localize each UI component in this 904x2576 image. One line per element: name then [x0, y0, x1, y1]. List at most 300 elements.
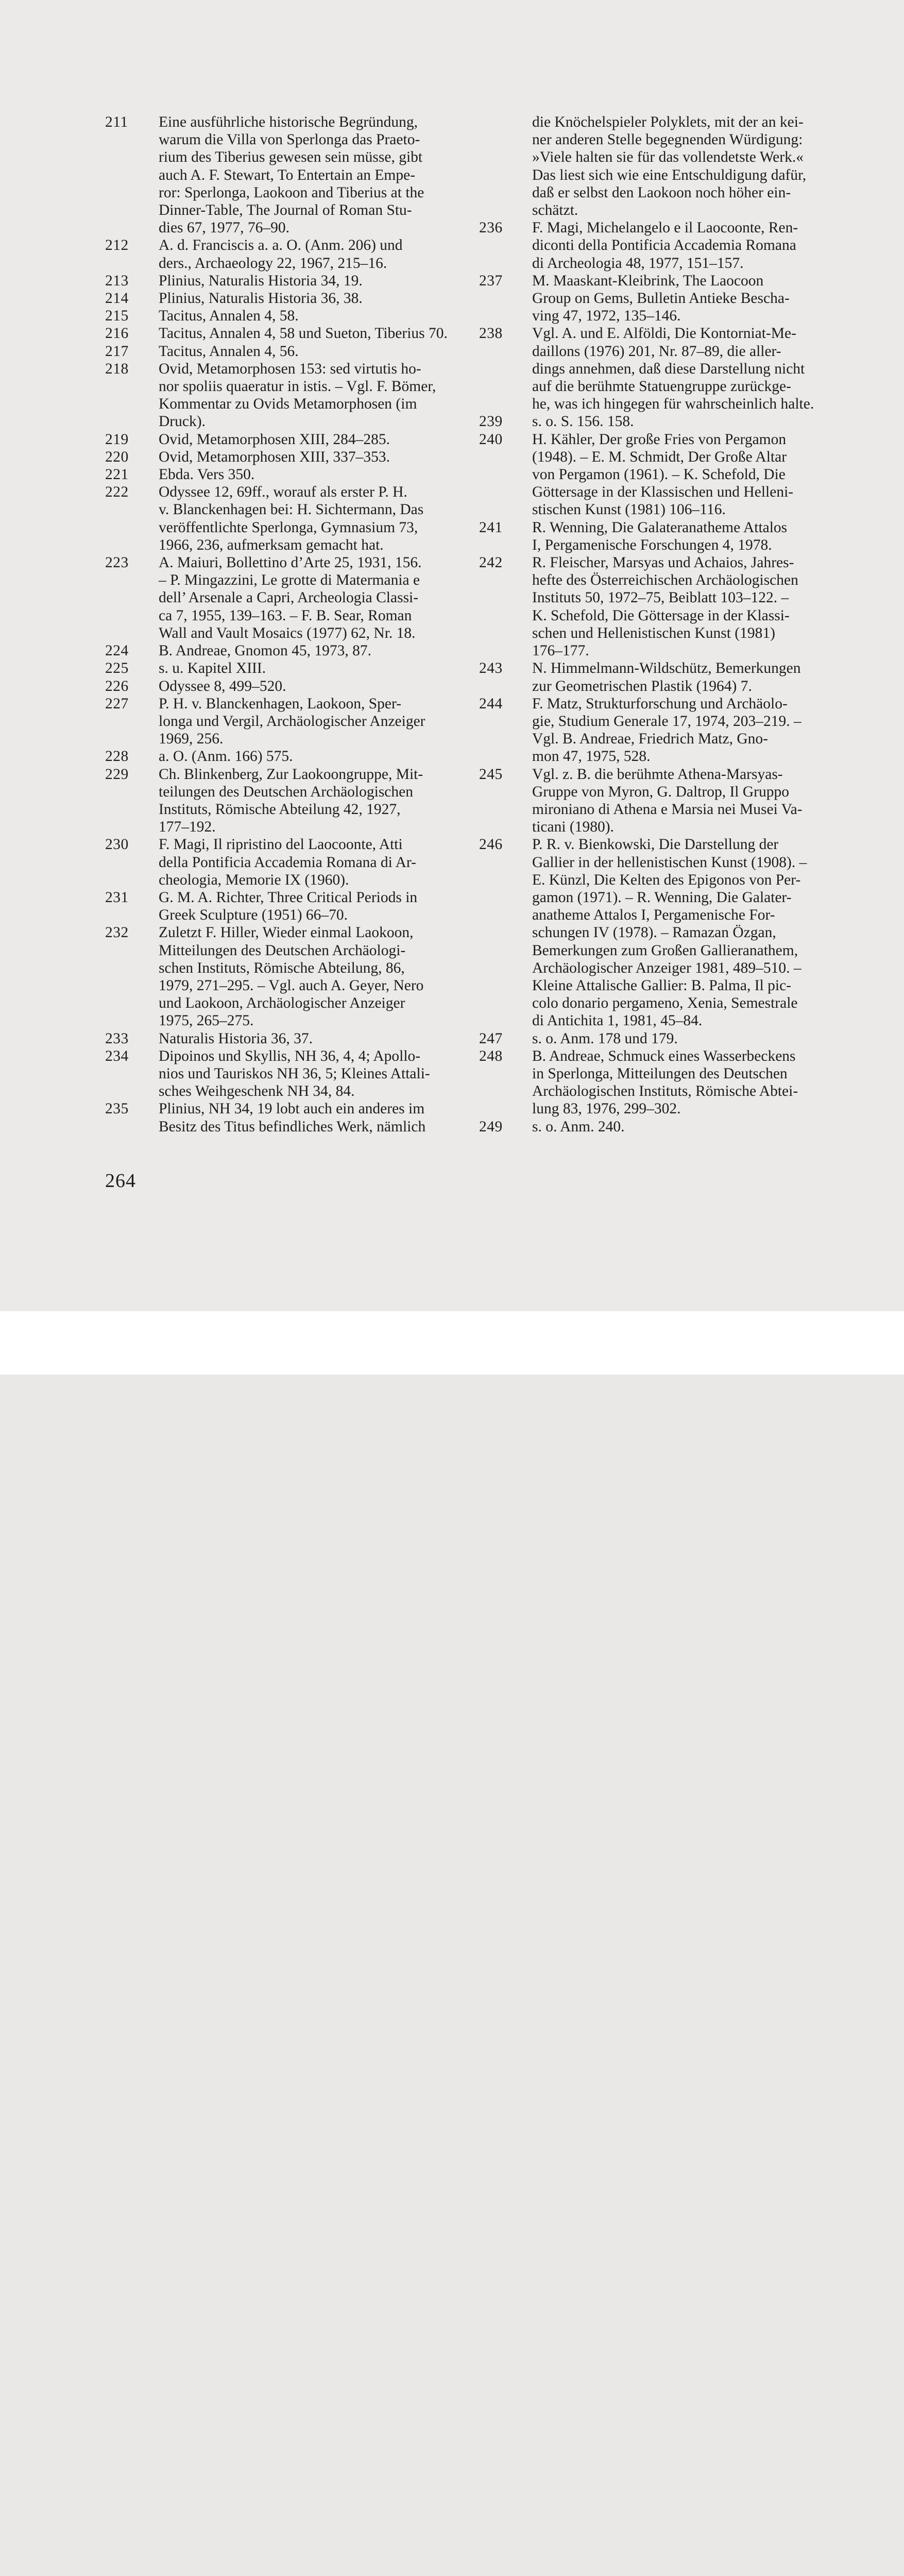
footnote-248: [479, 1047, 832, 1065]
footnote-number: [105, 378, 159, 395]
footnote-line: [479, 571, 832, 589]
footnote-line: [479, 501, 832, 518]
footnote-number: 217: [105, 343, 129, 360]
footnote-number: [479, 360, 532, 378]
footnote-text: Vgl. A. und E. Alföldi, Die Kontorniat-Me-: [532, 325, 796, 342]
footnote-number: [479, 343, 532, 360]
footnote-line: [479, 536, 832, 554]
footnote-line: [479, 131, 832, 148]
footnote-line: [105, 148, 466, 166]
footnote-number: 242: [479, 554, 503, 571]
footnote-text: ticani (1980).: [532, 819, 614, 836]
footnote-number: [479, 166, 532, 184]
footnote-line: [479, 730, 832, 748]
footnote-line: [105, 959, 466, 977]
footnote-line: [105, 942, 466, 959]
footnote-229: [105, 766, 466, 783]
footnote-text: dell’ Arsenale a Capri, Archeologia Classi-: [159, 589, 419, 606]
footnote-number: [479, 642, 532, 659]
footnote-line: [479, 184, 832, 201]
footnote-number: 241: [479, 519, 503, 536]
footnote-text: H. Kähler, Der große Fries von Pergamon: [532, 431, 787, 448]
footnote-line: [105, 255, 466, 272]
footnote-number: [479, 713, 532, 730]
footnote-226: [105, 677, 466, 695]
footnote-text: mon 47, 1975, 528.: [532, 748, 651, 765]
footnote-number: 224: [105, 642, 129, 659]
footnote-number: [479, 448, 532, 466]
footnote-220: [105, 448, 466, 466]
footnote-line: [105, 906, 466, 924]
footnote-line: [105, 1082, 466, 1100]
footnote-text: sches Weihgeschenk NH 34, 84.: [159, 1083, 355, 1100]
footnote-line: [105, 378, 466, 395]
footnote-text: F. Magi, Michelangelo e il Laocoonte, Ren-: [532, 219, 798, 236]
footnote-text: gamon (1971). – R. Wenning, Die Galater-: [532, 889, 792, 906]
footnote-text: s. o. Anm. 240.: [532, 1118, 625, 1135]
footnote-text: dings annehmen, daß diese Darstellung nicht: [532, 360, 805, 377]
footnote-text: della Pontificia Accademia Romana di Ar-: [159, 854, 416, 871]
footnote-text: 176–177.: [532, 642, 589, 659]
footnote-line: [479, 642, 832, 659]
footnote-line: [479, 924, 832, 941]
footnote-text: Bemerkungen zum Großen Gallieranathem,: [532, 942, 798, 959]
footnote-number: 243: [479, 660, 503, 677]
footnote-line: [105, 166, 466, 184]
footnote-text: E. Künzl, Die Kelten des Epigonos von Per-: [532, 871, 801, 888]
footnote-number: [479, 536, 532, 554]
footnote-number: [479, 131, 532, 148]
footnote-number: [105, 219, 159, 236]
footnote-text: Eine ausführliche historische Begründung,: [159, 114, 418, 130]
footnote-number: [479, 994, 532, 1012]
footnotes-left-column: [105, 113, 466, 1136]
footnote-line: [105, 201, 466, 219]
footnote-233: [105, 1030, 466, 1047]
footnote-238: [479, 325, 832, 342]
footnote-number: [479, 977, 532, 994]
footnote-text: 1969, 256.: [159, 731, 224, 748]
footnote-text: longa und Vergil, Archäologischer Anzeiger: [159, 713, 425, 730]
footnote-number: [105, 395, 159, 413]
footnote-text: R. Fleischer, Marsyas und Achaios, Jahres-: [532, 554, 794, 571]
footnote-line: [479, 906, 832, 924]
footnote-number: [479, 889, 532, 906]
footnote-line: [105, 501, 466, 518]
footnote-text: hefte des Österreichischen Archäologischen: [532, 572, 798, 589]
viewer-footer: [0, 1311, 904, 1375]
footnote-text: lung 83, 1976, 299–302.: [532, 1100, 681, 1117]
footnote-line: [479, 607, 832, 624]
footnote-line: [479, 713, 832, 730]
footnote-number: [105, 201, 159, 219]
footnote-number: 244: [479, 695, 503, 712]
footnote-number: [479, 255, 532, 272]
footnote-number: 231: [105, 889, 129, 906]
footnote-line: [105, 1012, 466, 1029]
footnote-line: [479, 448, 832, 466]
footnote-text: F. Matz, Strukturforschung und Archäolo-: [532, 695, 788, 712]
footnote-text: Druck).: [159, 413, 206, 430]
footnote-number: [105, 1012, 159, 1029]
footnote-line: [479, 783, 832, 801]
footnote-number: [105, 571, 159, 589]
footnote-text: N. Himmelmann-Wildschütz, Bemerkungen: [532, 660, 801, 677]
footnote-number: 233: [105, 1030, 129, 1047]
footnote-number: [479, 871, 532, 889]
footnote-228: [105, 748, 466, 765]
footnote-242: [479, 554, 832, 571]
footnote-line: [105, 184, 466, 201]
footnote-text: Archäologischer Anzeiger 1981, 489–510. –: [532, 959, 801, 976]
footnote-215: [105, 307, 466, 325]
footnote-text: B. Andreae, Schmuck eines Wasserbeckens: [532, 1047, 796, 1064]
footnote-line: [105, 1065, 466, 1082]
footnote-number: [105, 942, 159, 959]
footnote-number: 230: [105, 836, 129, 853]
footnote-number: 221: [105, 466, 129, 483]
footnote-number: [479, 1012, 532, 1029]
footnote-number: 236: [479, 219, 503, 236]
footnote-text: rium des Tiberius gewesen sein müsse, gibt: [159, 149, 423, 166]
footnote-text: Gruppe von Myron, G. Daltrop, Il Gruppo: [532, 783, 789, 800]
footnote-line: [105, 624, 466, 642]
footnote-text: in Sperlonga, Mitteilungen des Deutschen: [532, 1065, 788, 1082]
footnote-text: und Laokoon, Archäologischer Anzeiger: [159, 995, 405, 1012]
footnote-number: [479, 818, 532, 836]
footnote-212: [105, 236, 466, 254]
footnote-line: [105, 395, 466, 413]
footnote-240: [479, 431, 832, 448]
footnote-text: Besitz des Titus befindliches Werk, nämlich: [159, 1118, 426, 1135]
footnote-number: [105, 977, 159, 994]
footnote-239: [479, 413, 832, 430]
footnote-number: 238: [479, 325, 503, 342]
footnote-text: Tacitus, Annalen 4, 56.: [159, 343, 299, 360]
footnote-217: [105, 343, 466, 360]
footnote-text: ca 7, 1955, 139–163. – F. B. Sear, Roman: [159, 607, 412, 624]
footnote-number: [479, 1100, 532, 1117]
footnote-number: 248: [479, 1047, 503, 1064]
footnote-text: Odyssee 8, 499–520.: [159, 677, 286, 694]
footnote-line: [479, 994, 832, 1012]
footnote-text: Das liest sich wie eine Entschuldigung dafür,: [532, 166, 807, 183]
footnote-number: [479, 1082, 532, 1100]
footnote-text: schätzt.: [532, 202, 578, 219]
footnote-text: A. Maiuri, Bollettino d’Arte 25, 1931, 156.: [159, 554, 422, 571]
footnote-text: Gallier in der hellenistischen Kunst (1908). –: [532, 854, 807, 871]
footnote-249: [479, 1118, 832, 1136]
footnote-text: Plinius, NH 34, 19 lobt auch ein anderes im: [159, 1100, 425, 1117]
footnote-text: 177–192.: [159, 819, 216, 836]
footnote-number: [105, 818, 159, 836]
footnote-text: P. R. v. Bienkowski, Die Darstellung der: [532, 836, 779, 853]
footnote-text: zur Geometrischen Plastik (1964) 7.: [532, 677, 752, 694]
footnote-number: [105, 801, 159, 818]
footnote-line: [105, 871, 466, 889]
footnote-number: 223: [105, 554, 129, 571]
footnote-text: R. Wenning, Die Galateranatheme Attalos: [532, 519, 788, 536]
footnote-line: [479, 889, 832, 906]
footnote-text: dies 67, 1977, 76–90.: [159, 219, 290, 236]
footnote-number: [479, 501, 532, 518]
footnote-text: Ovid, Metamorphosen XIII, 337–353.: [159, 448, 390, 465]
footnote-number: 218: [105, 360, 129, 377]
footnote-text: cheologia, Memorie IX (1960).: [159, 871, 349, 888]
footnote-text: Mitteilungen des Deutschen Archäologi-: [159, 942, 406, 959]
footnote-line: [105, 607, 466, 624]
footnote-text: schen Instituts, Römische Abteilung, 86,: [159, 959, 405, 976]
footnote-218: [105, 360, 466, 378]
footnote-line: [479, 677, 832, 695]
footnote-number: [479, 201, 532, 219]
footnote-237: [479, 272, 832, 290]
footnote-223: [105, 554, 466, 571]
footnote-number: [479, 571, 532, 589]
footnote-line: [479, 255, 832, 272]
footnote-text: »Viele halten sie für das vollendetste Werk.«: [532, 149, 804, 166]
footnote-text: auf die berühmte Statuengruppe zurückge-: [532, 378, 791, 395]
footnote-line: [105, 730, 466, 748]
footnote-line: [479, 360, 832, 378]
footnote-text: I, Pergamenische Forschungen 4, 1978.: [532, 536, 772, 553]
footnote-text: nor spoliis quaeratur in istis. – Vgl. F. Bömer,: [159, 378, 436, 395]
footnote-text: Tacitus, Annalen 4, 58 und Sueton, Tiberius 70.: [159, 325, 448, 342]
footnote-225: [105, 659, 466, 677]
footnote-number: [105, 131, 159, 148]
footnote-text: Instituts, Römische Abteilung 42, 1927,: [159, 801, 401, 818]
footnote-line: [105, 977, 466, 994]
footnote-text: 1975, 265–275.: [159, 1012, 254, 1029]
footnote-line: [479, 1082, 832, 1100]
footnote-number: [105, 1065, 159, 1082]
footnote-number: 239: [479, 413, 503, 430]
footnote-number: [105, 536, 159, 554]
footnote-number: 234: [105, 1047, 129, 1064]
footnote-text: 1979, 271–295. – Vgl. auch A. Geyer, Nero: [159, 977, 424, 994]
footnote-232: [105, 924, 466, 941]
footnote-line: [479, 166, 832, 184]
footnote-number: [479, 113, 532, 131]
footnote-number: [479, 624, 532, 642]
footnote-text: schungen IV (1978). – Ramazan Özgan,: [532, 924, 776, 941]
footnote-number: 220: [105, 448, 129, 465]
footnote-247: [479, 1030, 832, 1047]
footnote-number: 246: [479, 836, 503, 853]
footnote-text: B. Andreae, Gnomon 45, 1973, 87.: [159, 642, 371, 659]
footnote-text: daillons (1976) 201, Nr. 87–89, die aller-: [532, 343, 781, 360]
footnote-text: Dipoinos und Skyllis, NH 36, 4, 4; Apollo-: [159, 1047, 421, 1064]
footnote-line: [479, 748, 832, 765]
footnote-line: [479, 1012, 832, 1029]
footnote-number: [105, 959, 159, 977]
footnote-line: [479, 801, 832, 818]
footnote-number: 245: [479, 766, 503, 783]
footnote-234: [105, 1047, 466, 1065]
footnote-line: [479, 818, 832, 836]
footnote-line: [105, 519, 466, 536]
footnote-text: Ch. Blinkenberg, Zur Laokoongruppe, Mit-: [159, 766, 423, 783]
footnote-text: 1966, 236, aufmerksam gemacht hat.: [159, 536, 384, 553]
footnote-236: [479, 219, 832, 236]
footnote-text: Odyssee 12, 69ff., worauf als erster P. H.: [159, 484, 407, 501]
footnote-text: di Antichita 1, 1981, 45–84.: [532, 1012, 703, 1029]
footnote-text: auch A. F. Stewart, To Entertain an Empe-: [159, 166, 416, 183]
footnote-text: s. o. Anm. 178 und 179.: [532, 1030, 678, 1047]
footnote-text: Vgl. z. B. die berühmte Athena-Marsyas-: [532, 766, 783, 783]
footnote-number: [479, 466, 532, 483]
footnote-number: 216: [105, 325, 129, 342]
footnote-line: [105, 1118, 466, 1136]
footnote-number: [479, 730, 532, 748]
footnote-text: von Pergamon (1961). – K. Schefold, Die: [532, 466, 786, 483]
footnote-line: [105, 994, 466, 1012]
footnote-line: [479, 854, 832, 871]
footnote-text: (1948). – E. M. Schmidt, Der Große Altar: [532, 448, 787, 465]
footnote-number: 213: [105, 272, 129, 289]
footnote-line: [479, 977, 832, 994]
footnote-number: [105, 255, 159, 272]
footnote-text: nios und Tauriskos NH 36, 5; Kleines Attali-: [159, 1065, 430, 1082]
footnote-text: Kleine Attalische Gallier: B. Palma, Il pic-: [532, 977, 791, 994]
footnote-number: 226: [105, 677, 129, 694]
footnote-number: [479, 589, 532, 606]
footnote-number: [479, 236, 532, 254]
footnote-number: [479, 959, 532, 977]
footnote-text: Wall and Vault Mosaics (1977) 62, Nr. 18.: [159, 624, 416, 641]
footnote-text: veröffentlichte Sperlonga, Gymnasium 73,: [159, 519, 418, 536]
footnote-number: [105, 184, 159, 201]
footnote-text: die Knöchelspieler Polyklets, mit der an kei-: [532, 114, 804, 130]
footnote-line: [479, 959, 832, 977]
footnote-text: he, was ich hingegen für wahrscheinlich halte.: [532, 396, 814, 413]
footnote-211: [105, 113, 466, 131]
footnote-text: A. d. Franciscis a. a. O. (Anm. 206) und: [159, 237, 403, 254]
footnote-text: Naturalis Historia 36, 37.: [159, 1030, 313, 1047]
footnote-222: [105, 483, 466, 501]
footnote-text: di Archeologia 48, 1977, 151–157.: [532, 255, 744, 272]
footnote-line: [105, 818, 466, 836]
footnote-text: Plinius, Naturalis Historia 36, 38.: [159, 290, 363, 307]
footnote-number: [479, 184, 532, 201]
footnote-line: [479, 378, 832, 395]
footnote-number: [479, 378, 532, 395]
footnote-line: [479, 236, 832, 254]
footnote-241: [479, 519, 832, 536]
footnote-number: [479, 290, 532, 307]
footnote-text: daß er selbst den Laokoon noch höher ein-: [532, 184, 791, 201]
footnote-number: [105, 994, 159, 1012]
footnote-number: [105, 1118, 159, 1136]
footnote-text: teilungen des Deutschen Archäologischen: [159, 783, 413, 800]
footnote-text: F. Magi, Il ripristino del Laocoonte, Atti: [159, 836, 403, 853]
footnote-text: Zuletzt F. Hiller, Wieder einmal Laokoon,: [159, 924, 414, 941]
footnote-230: [105, 836, 466, 853]
footnote-number: [105, 624, 159, 642]
footnote-line: [479, 466, 832, 483]
footnote-number: [105, 906, 159, 924]
footnote-text: P. H. v. Blanckenhagen, Laokoon, Sper-: [159, 695, 402, 712]
footnote-line: [479, 343, 832, 360]
page-number: 264: [105, 1170, 136, 1192]
footnote-text: Ovid, Metamorphosen 153: sed virtutis ho-: [159, 360, 421, 377]
footnote-text: s. o. S. 156. 158.: [532, 413, 634, 430]
footnote-text: v. Blanckenhagen bei: H. Sichtermann, Das: [159, 501, 424, 518]
footnote-number: 240: [479, 431, 503, 448]
footnote-line: [105, 589, 466, 606]
footnote-text: mironiano di Athena e Marsia nei Musei Va-: [532, 801, 803, 818]
footnote-number: [105, 501, 159, 518]
footnote-text: diconti della Pontificia Accademia Romana: [532, 237, 796, 254]
footnote-text: s. u. Kapitel XIII.: [159, 660, 266, 677]
footnote-number: [105, 713, 159, 730]
footnote-number: [479, 677, 532, 695]
footnote-line: [479, 395, 832, 413]
footnote-text: warum die Villa von Sperlonga das Praeto-: [159, 131, 420, 148]
footnote-213: [105, 272, 466, 290]
footnote-number: 214: [105, 290, 129, 307]
footnote-text: Göttersage in der Klassischen und Helleni-: [532, 484, 794, 501]
footnote-text: ror: Sperlonga, Laokoon and Tiberius at the: [159, 184, 424, 201]
footnote-text: a. O. (Anm. 166) 575.: [159, 748, 293, 765]
footnote-continued: [479, 113, 832, 131]
footnote-number: [479, 854, 532, 871]
footnote-number: 227: [105, 695, 129, 712]
footnote-text: schen und Hellenistischen Kunst (1981): [532, 624, 775, 641]
footnote-number: [479, 942, 532, 959]
footnote-line: [105, 131, 466, 148]
footnote-line: [479, 1065, 832, 1082]
footnote-text: ving 47, 1972, 135–146.: [532, 308, 681, 325]
footnote-text: Kommentar zu Ovids Metamorphosen (im: [159, 396, 417, 413]
footnote-line: [479, 624, 832, 642]
footnote-number: [479, 924, 532, 941]
footnote-number: [479, 607, 532, 624]
footnote-number: [105, 607, 159, 624]
footnote-text: stischen Kunst (1981) 106–116.: [532, 501, 726, 518]
footnote-text: G. M. A. Richter, Three Critical Periods in: [159, 889, 418, 906]
footnote-number: [479, 748, 532, 765]
footnote-text: ders., Archaeology 22, 1967, 215–16.: [159, 255, 387, 272]
footnote-number: 249: [479, 1118, 503, 1135]
footnote-number: 237: [479, 272, 503, 289]
footnote-number: 225: [105, 660, 129, 677]
footnote-number: 229: [105, 766, 129, 783]
footnote-number: [105, 148, 159, 166]
footnote-line: [105, 801, 466, 818]
footnote-number: 247: [479, 1030, 503, 1047]
footnote-line: [105, 783, 466, 801]
footnote-line: [105, 219, 466, 236]
footnote-text: M. Maaskant-Kleibrink, The Laocoon: [532, 272, 764, 289]
footnote-text: Plinius, Naturalis Historia 34, 19.: [159, 272, 363, 289]
footnote-text: gie, Studium Generale 17, 1974, 203–219. –: [532, 713, 801, 730]
footnote-number: [479, 395, 532, 413]
footnote-text: Vgl. B. Andreae, Friedrich Matz, Gno-: [532, 731, 768, 748]
footnote-text: Tacitus, Annalen 4, 58.: [159, 308, 299, 325]
footnote-227: [105, 695, 466, 713]
footnote-244: [479, 695, 832, 713]
footnote-text: colo donario pergameno, Xenia, Semestrale: [532, 995, 798, 1012]
footnote-line: [105, 536, 466, 554]
footnote-text: Group on Gems, Bulletin Antieke Bescha-: [532, 290, 790, 307]
footnote-text: K. Schefold, Die Göttersage in der Klassi-: [532, 607, 790, 624]
footnote-number: [105, 413, 159, 430]
footnote-line: [479, 942, 832, 959]
footnote-text: Instituts 50, 1972–75, Beiblatt 103–122. –: [532, 589, 789, 606]
footnote-number: 215: [105, 308, 129, 325]
footnote-number: [479, 783, 532, 801]
